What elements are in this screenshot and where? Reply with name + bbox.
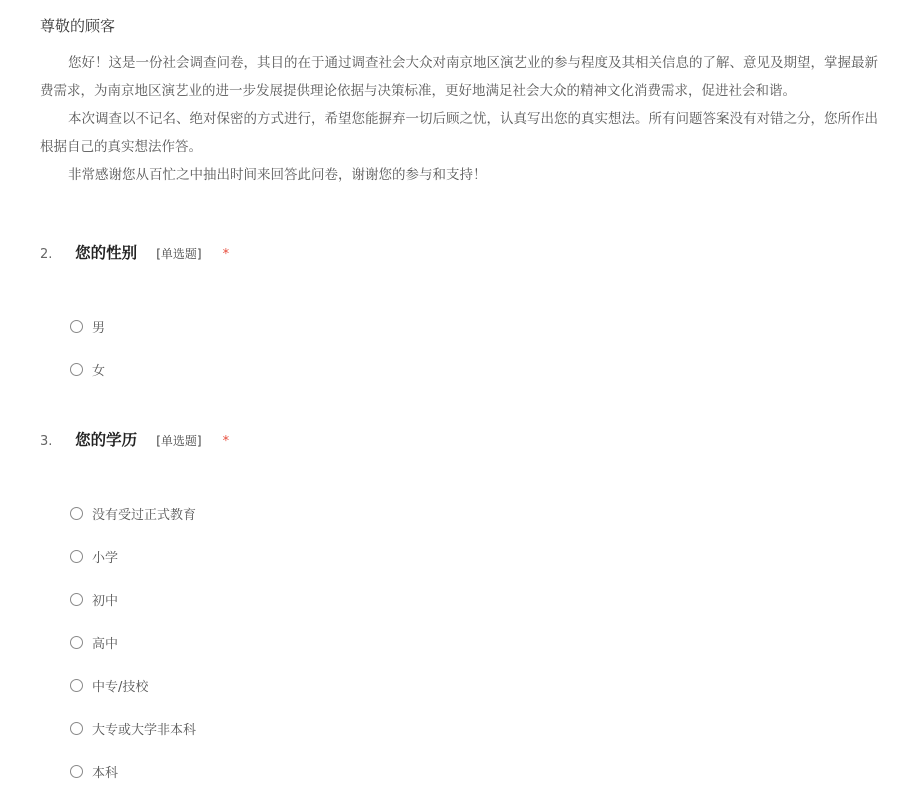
intro-paragraph-2-line-2: 根据自己的真实想法作答。 — [40, 139, 202, 155]
question-header — [40, 241, 860, 265]
intro-paragraph-1-line-1: 您好！这是一份社会调查问卷，其目的在于通过调查社会大众对南京地区演艺业的参与程度及其相关信息的了解、意见及期望，掌握最新 — [68, 55, 878, 71]
option-label: 中专/技校 — [92, 680, 149, 695]
radio-button[interactable] — [70, 679, 83, 692]
radio-button[interactable] — [70, 722, 83, 735]
option-label: 男 — [92, 321, 106, 336]
intro-paragraph-3: 非常感谢您从百忙之中抽出时间来回答此问卷，谢谢您的参与和支持！ — [68, 167, 487, 183]
option-label: 本科 — [92, 766, 119, 781]
option-female[interactable] — [70, 362, 860, 405]
option-label: 小学 — [92, 551, 119, 566]
options-list — [40, 506, 860, 800]
option-bachelor[interactable] — [70, 764, 860, 800]
intro-paragraph-1-line-2: 费需求，为南京地区演艺业的进一步发展提供理论依据与决策标准，更好地满足社会大众的精神文化消费需求，促进社会和谐。 — [40, 83, 796, 99]
question-header — [40, 428, 860, 452]
option-label: 高中 — [92, 637, 119, 652]
option-college-non-bachelor[interactable] — [70, 721, 860, 764]
radio-button[interactable] — [70, 507, 83, 520]
radio-button[interactable] — [70, 550, 83, 563]
radio-button[interactable] — [70, 593, 83, 606]
question-title: 您的性别 — [75, 244, 138, 262]
question-type-label: [单选题] — [156, 434, 202, 448]
intro-paragraph-2-line-1: 本次调查以不记名、绝对保密的方式进行，希望您能摒弃一切后顾之忧，认真写出您的真实想法。所有问题答案没有对错之分，您所作出 — [68, 111, 878, 127]
survey-greeting: 尊敬的顾客 — [40, 17, 116, 35]
option-senior-high[interactable] — [70, 635, 860, 678]
radio-button[interactable] — [70, 765, 83, 778]
option-label: 初中 — [92, 594, 119, 609]
option-label: 大专或大学非本科 — [92, 723, 197, 738]
option-junior-high[interactable] — [70, 592, 860, 635]
question-education — [40, 428, 860, 800]
option-vocational-school[interactable] — [70, 678, 860, 721]
option-male[interactable] — [70, 319, 860, 362]
required-marker: * — [222, 434, 230, 449]
option-primary-school[interactable] — [70, 549, 860, 592]
question-gender — [40, 241, 860, 405]
options-list — [40, 319, 860, 405]
radio-button[interactable] — [70, 320, 83, 333]
question-title: 您的学历 — [75, 431, 138, 449]
required-marker: * — [222, 247, 230, 262]
option-no-formal-education[interactable] — [70, 506, 860, 549]
radio-button[interactable] — [70, 363, 83, 376]
radio-button[interactable] — [70, 636, 83, 649]
question-number: 3. — [40, 434, 53, 449]
option-label: 没有受过正式教育 — [92, 508, 197, 523]
option-label: 女 — [92, 364, 106, 379]
survey-intro — [40, 52, 900, 192]
question-number: 2. — [40, 247, 53, 262]
question-type-label: [单选题] — [156, 247, 202, 261]
